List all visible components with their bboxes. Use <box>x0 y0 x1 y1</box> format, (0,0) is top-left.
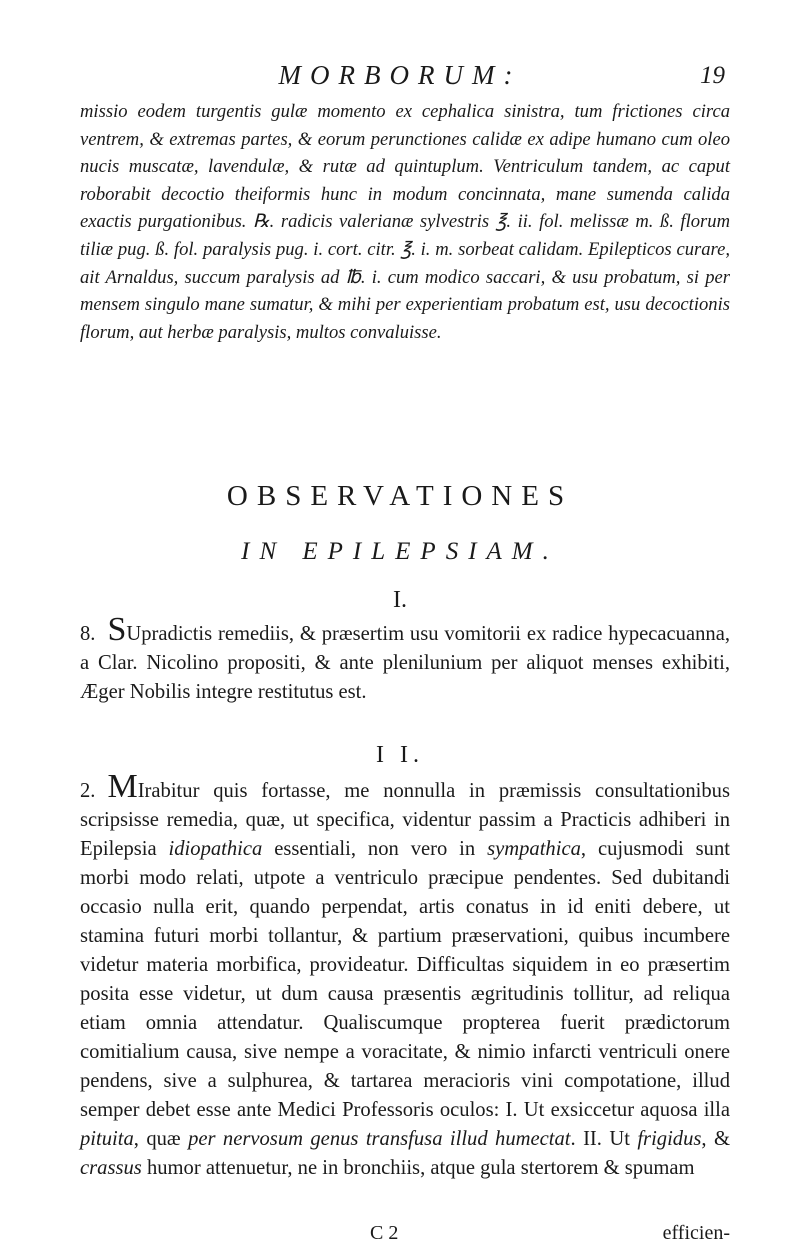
observation-label-1: I. <box>393 587 407 613</box>
observation-2-body: humor attenuetur, ne in bronchiis, atque gula stertorem & spumam <box>141 1157 695 1179</box>
intro-paragraph <box>80 98 730 346</box>
intro-paragraph-text: missio eodem turgentis gulæ momento ex cephalica sinistra, tum frictiones circa ventrem, & extremas partes, & eorum perunctiones calidæ ex adipe humano cum oleo nucis muscatæ, lavendulæ, & rutæ ad quintuplum. Ventriculum tandem, ac caput roborabit decoctio theiformis hunc in modum concinnata, mane sumenda calida exactis purgationibus. ℞. radicis valerianæ sylvestris ℥. ii. fol. melissæ m. ß. florum tiliæ pug. ß. fol. paralysis pug. i. cort. citr. ℥. i. m. sorbeat calidam. Epilepticos curare, ait Arnaldus, succum paralysis ad ℔. i. cum modico saccari, & usu probatum, si per mensem singulo mane sumatur, & mihi per experientiam probatum est, usu decoctionis florum, aut herbæ paralysis, multos convaluisse. <box>80 101 730 343</box>
emphasis: per nervosum genus transfusa illud humectat <box>188 1128 571 1150</box>
observation-1-body: Upradictis remediis, & præsertim usu vomitorii ex radice hypecacuanna, a Clar. Nicolino propositi, & ante plenilunium per aliquot menses exhibiti, Æger Nobilis integre restitutus est. <box>80 623 730 703</box>
observation-1-text <box>80 611 730 707</box>
emphasis: crassus <box>80 1157 142 1179</box>
observation-2-body: , quæ <box>133 1128 189 1150</box>
observation-2-number: 2. <box>80 780 96 802</box>
section-subtitle: IN EPILEPSIAM. <box>241 538 559 565</box>
observation-2-body: , cujusmodi sunt morbi modo relati, utpote a ventriculo præcipue pendentes. Sed dubitandi occasio nulla erit, quando perpendat, artis conatus in id eniti debere, ut stamina futuri morbi tollantur, & partium præservationi, quibus incumbere videtur materia morbifica, provideatur. Difficultas siquidem in eo præsertim posita esse videtur, ut dum causa præsentis ægritudinis tollitur, ad reliqua etiam omnia attendatur. Qualiscumque propterea fuerit prædictorum comitialium causa, sive nempe a voracitate, & nimio infarcti ventriculi onere pendens, sive a sulphurea, & tartarea meracioris vini compotatione, illud semper debet esse ante Medici Professoris oculos: I. Ut exsiccetur aquosa illa <box>80 838 730 1121</box>
running-head: MORBORUM: <box>278 60 522 90</box>
drop-cap: M <box>107 768 138 805</box>
section-title: OBSERVATIONES <box>226 480 574 512</box>
observation-2-body: , & <box>701 1128 730 1150</box>
observation-2-body: . II. Ut <box>570 1128 638 1150</box>
observation-1-number: 8. <box>80 623 96 645</box>
observation-1 <box>80 611 730 707</box>
page-number: 19 <box>700 62 725 89</box>
observation-2-text <box>80 768 730 1183</box>
observation-2 <box>80 768 730 1183</box>
emphasis: idiopathica <box>168 838 263 860</box>
emphasis: pituita <box>80 1128 134 1150</box>
emphasis: sympathica <box>487 838 581 860</box>
signature-mark: C 2 <box>370 1222 399 1244</box>
page-footer <box>80 1222 730 1252</box>
emphasis: frigidus <box>637 1128 702 1150</box>
observation-2-body: Irabitur quis fortasse, me nonnulla in præmissis consultationibus scripsisse remedia, quæ, ut specifica, videntur passim a Practicis adhiberi in Epilepsia <box>80 780 730 860</box>
observation-2-body: essentiali, non vero in <box>262 838 488 860</box>
drop-cap: S <box>107 611 127 648</box>
observation-label-2: I I. <box>376 742 424 768</box>
catchword: efficien- <box>662 1222 730 1244</box>
